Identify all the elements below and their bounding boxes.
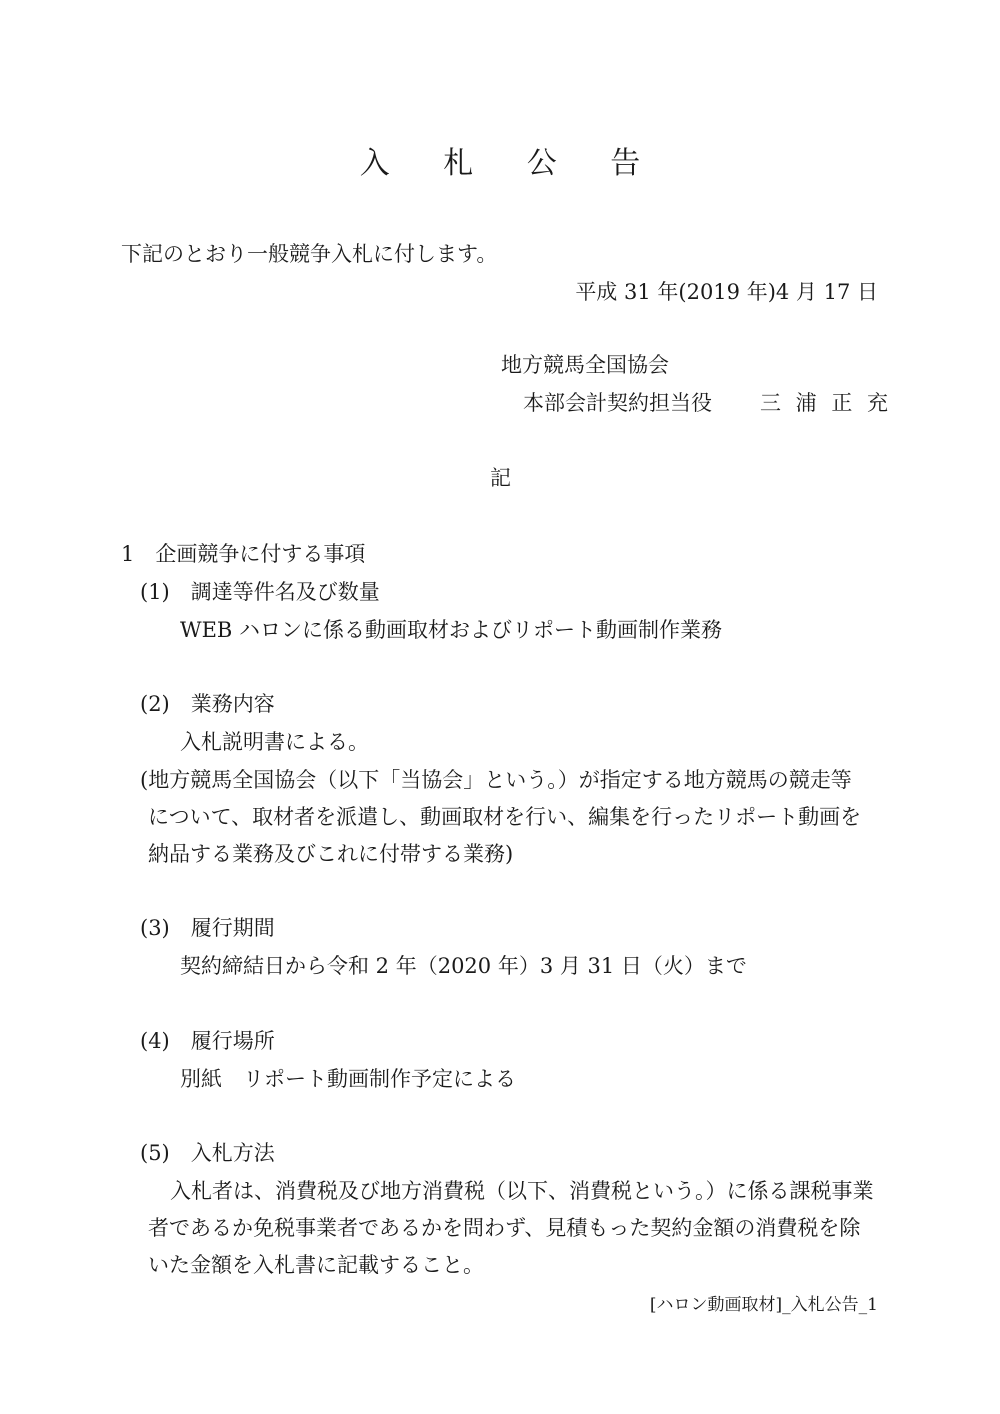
- issuer-org: 地方競馬全国協会: [501, 353, 669, 377]
- item-line: について、取材者を派遣し、動画取材を行い、編集を行ったリポート動画を: [148, 805, 862, 829]
- issuer-name: 三 浦 正 充: [760, 391, 893, 415]
- item-label: (4) 履行場所: [140, 1029, 275, 1053]
- item-label: (1) 調達等件名及び数量: [140, 580, 380, 604]
- item-line: WEB ハロンに係る動画取材およびリポート動画制作業務: [180, 618, 723, 642]
- item-line: 入札説明書による。: [180, 730, 369, 754]
- footer-reference: [ハロン動画取材]_入札公告_1: [649, 1295, 878, 1315]
- item-line: いた金額を入札書に記載すること。: [148, 1253, 484, 1277]
- item-label: (2) 業務内容: [140, 692, 275, 716]
- section-heading: 1 企画競争に付する事項: [121, 542, 366, 566]
- ki-marker: 記: [490, 466, 511, 490]
- item-line: 入札者は、消費税及び地方消費税（以下、消費税という。）に係る課税事業: [170, 1179, 874, 1203]
- item-line: 納品する業務及びこれに付帯する業務): [148, 842, 514, 866]
- item-line: 者であるか免税事業者であるかを問わず、見積もった契約金額の消費税を除: [148, 1216, 861, 1240]
- document-title: 入 札 公 告: [359, 146, 663, 181]
- item-line: 別紙 リポート動画制作予定による: [180, 1067, 516, 1091]
- item-label: (5) 入札方法: [140, 1141, 275, 1165]
- item-label: (3) 履行期間: [140, 916, 275, 940]
- intro-text: 下記のとおり一般競争入札に付します。: [121, 242, 498, 266]
- issuer-role: 本部会計契約担当役: [523, 391, 712, 415]
- issue-date: 平成 31 年(2019 年)4 月 17 日: [575, 280, 878, 304]
- item-line: (地方競馬全国協会（以下「当協会」という。）が指定する地方競馬の競走等: [140, 768, 852, 792]
- item-line: 契約締結日から令和 2 年（2020 年）3 月 31 日（火）まで: [180, 954, 747, 978]
